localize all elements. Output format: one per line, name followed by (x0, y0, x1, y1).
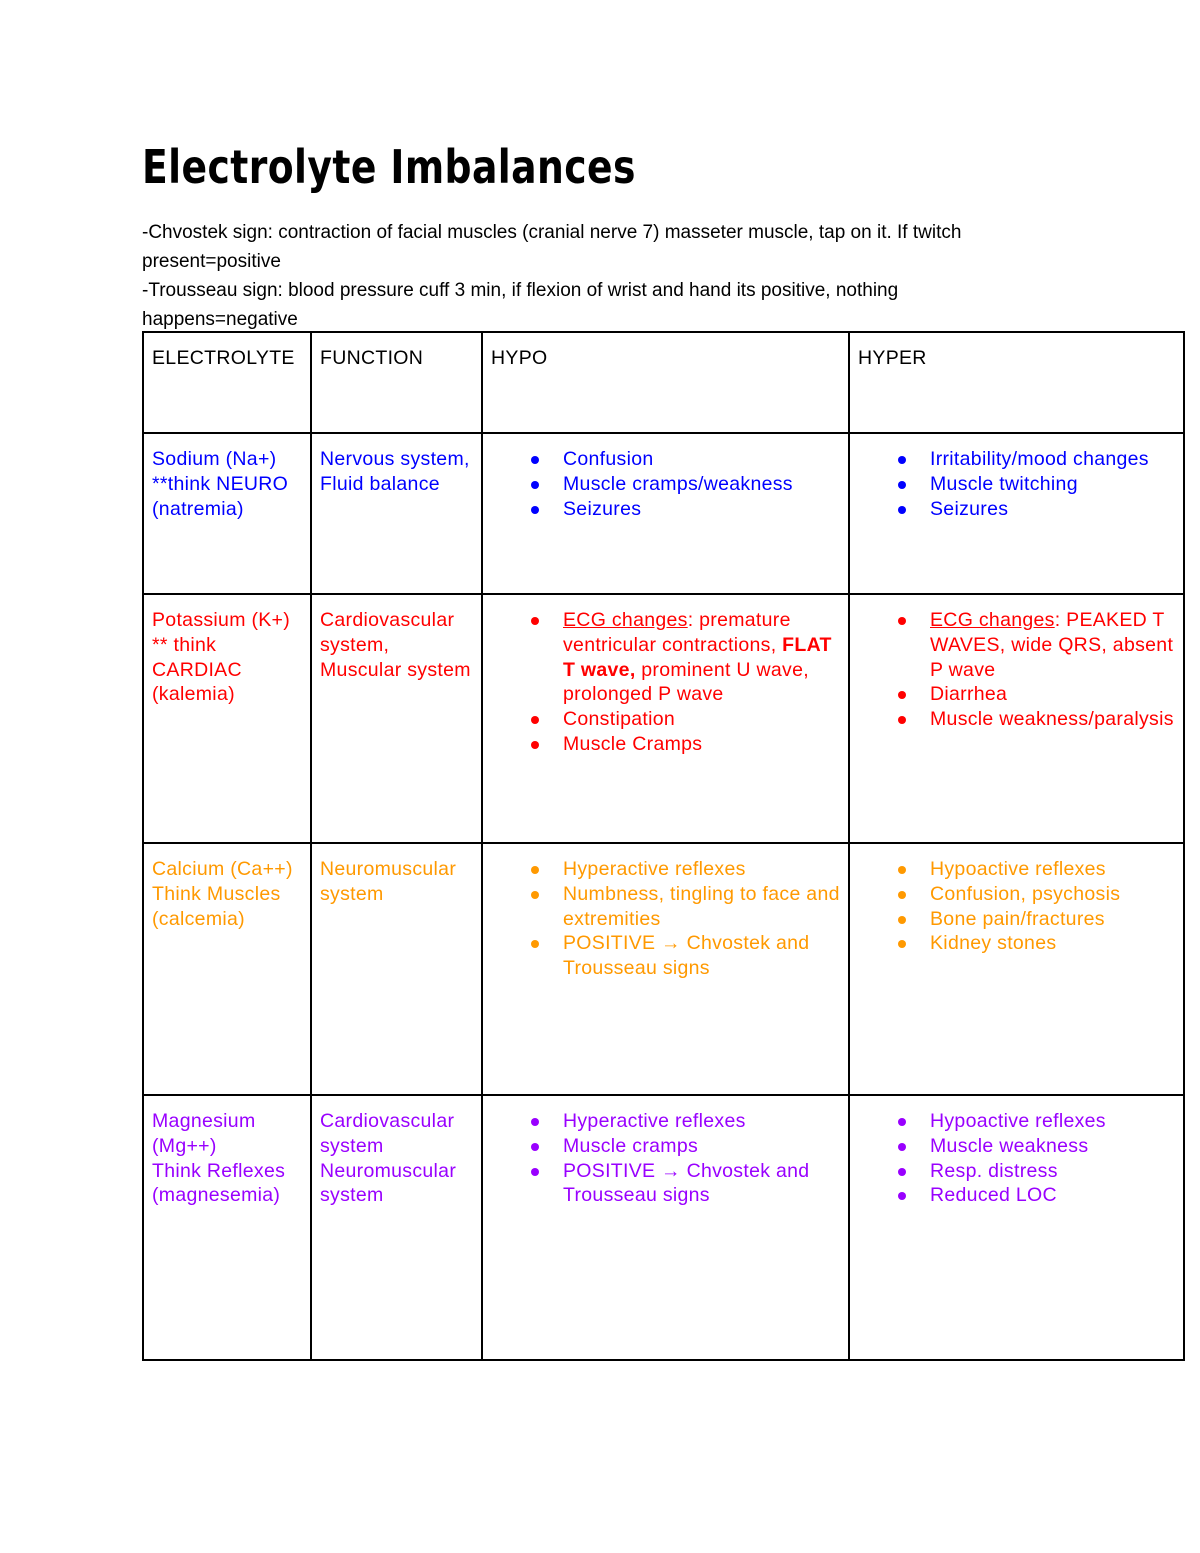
function-cell: Cardiovascular system Neuromuscular system (311, 1095, 482, 1360)
function-cell: Nervous system, Fluid balance (311, 433, 482, 594)
list-item: Hypoactive reflexes (930, 1109, 1175, 1134)
header-function: FUNCTION (311, 332, 482, 433)
header-hypo: HYPO (482, 332, 849, 433)
list-item: Muscle Cramps (563, 732, 840, 757)
electrolyte-cell (143, 843, 311, 1095)
hypo-cell (482, 1095, 849, 1360)
electrolyte-cell (143, 594, 311, 843)
list-item: Confusion (563, 447, 840, 472)
electrolyte-term: (calcemia) (152, 907, 245, 930)
hypo-cell (482, 594, 849, 843)
trousseau-note: -Trousseau sign: blood pressure cuff 3 min, if flexion of wrist and hand its positive, nothing happens=negative (142, 280, 899, 330)
list-item: Hypoactive reflexes (930, 857, 1175, 882)
electrolyte-mnemonic: **think NEURO (152, 472, 289, 495)
list-item: Confusion, psychosis (930, 882, 1175, 907)
list-item: Diarrhea (930, 682, 1175, 707)
electrolyte-name: Sodium (Na+) (152, 448, 277, 470)
list-item: Irritability/mood changes (930, 447, 1175, 472)
table-row-potassium (143, 594, 1184, 843)
header-row (143, 332, 1184, 433)
list-item: Seizures (930, 497, 1175, 522)
list-item: Muscle weakness (930, 1134, 1175, 1159)
list-item: Resp. distress (930, 1159, 1175, 1184)
hyper-cell (849, 843, 1184, 1095)
list-item: Muscle weakness/paralysis (930, 708, 1174, 731)
header-electrolyte: ELECTROLYTE (143, 332, 311, 433)
table-row-magnesium (143, 1095, 1184, 1360)
hypo-cell (482, 843, 849, 1095)
electrolyte-cell (143, 433, 311, 594)
electrolyte-mnemonic: Think Muscles (152, 882, 281, 905)
electrolyte-name: Potassium (K+) (152, 609, 291, 631)
ecg-label: ECG changes (930, 609, 1055, 631)
electrolyte-term: (magnesemia) (152, 1184, 281, 1207)
electrolyte-name: Magnesium (Mg++) (152, 1110, 256, 1157)
flat-t-wave-emphasis: FLAT T wave, (563, 633, 832, 681)
list-item: Hyperactive reflexes (563, 1109, 840, 1134)
list-item: ECG changes: premature ventricular contractions, FLAT T wave, prominent U wave, prolonged P wave (563, 608, 840, 707)
table-row-calcium (143, 843, 1184, 1095)
list-item: POSITIVE → Chvostek and Trousseau signs (563, 1159, 840, 1209)
header-hyper: HYPER (849, 332, 1184, 433)
intro-notes (142, 218, 1042, 334)
list-item: Constipation (563, 707, 840, 732)
hyper-cell (849, 1095, 1184, 1360)
function-cell: Cardiovascular system, Muscular system (311, 594, 482, 843)
list-item: POSITIVE → Chvostek and Trousseau signs (563, 931, 840, 981)
electrolyte-mnemonic: Think Reflexes (152, 1159, 286, 1182)
list-item: Muscle cramps (563, 1134, 840, 1159)
table-row-sodium (143, 433, 1184, 594)
ecg-label: ECG changes (563, 609, 688, 631)
hyper-cell (849, 594, 1184, 843)
list-item: Muscle twitching (930, 472, 1175, 497)
electrolyte-table (142, 331, 1185, 1361)
hyper-cell (849, 433, 1184, 594)
list-item: Muscle cramps/weakness (563, 472, 840, 497)
electrolyte-cell (143, 1095, 311, 1360)
electrolyte-term: (natremia) (152, 497, 244, 520)
list-item: Hyperactive reflexes (563, 857, 840, 882)
hypo-cell (482, 433, 849, 594)
electrolyte-name: Calcium (Ca++) (152, 858, 293, 880)
list-item: Kidney stones (930, 931, 1175, 956)
electrolyte-mnemonic: ** think CARDIAC (152, 633, 242, 681)
list-item: Bone pain/fractures (930, 907, 1175, 932)
chvostek-note: -Chvostek sign: contraction of facial muscles (cranial nerve 7) masseter muscle, tap on it. If twitch present=positive (142, 222, 962, 272)
electrolyte-term: (kalemia) (152, 683, 235, 706)
list-item: Reduced LOC (930, 1183, 1175, 1208)
list-item: Seizures (563, 497, 840, 522)
list-item: ECG changes: PEAKED T WAVES, wide QRS, absent P wave (930, 609, 1174, 681)
list-item: Numbness, tingling to face and extremities (563, 882, 840, 930)
page-title: Electrolyte Imbalances (142, 140, 636, 194)
function-cell: Neuromuscular system (311, 843, 482, 1095)
